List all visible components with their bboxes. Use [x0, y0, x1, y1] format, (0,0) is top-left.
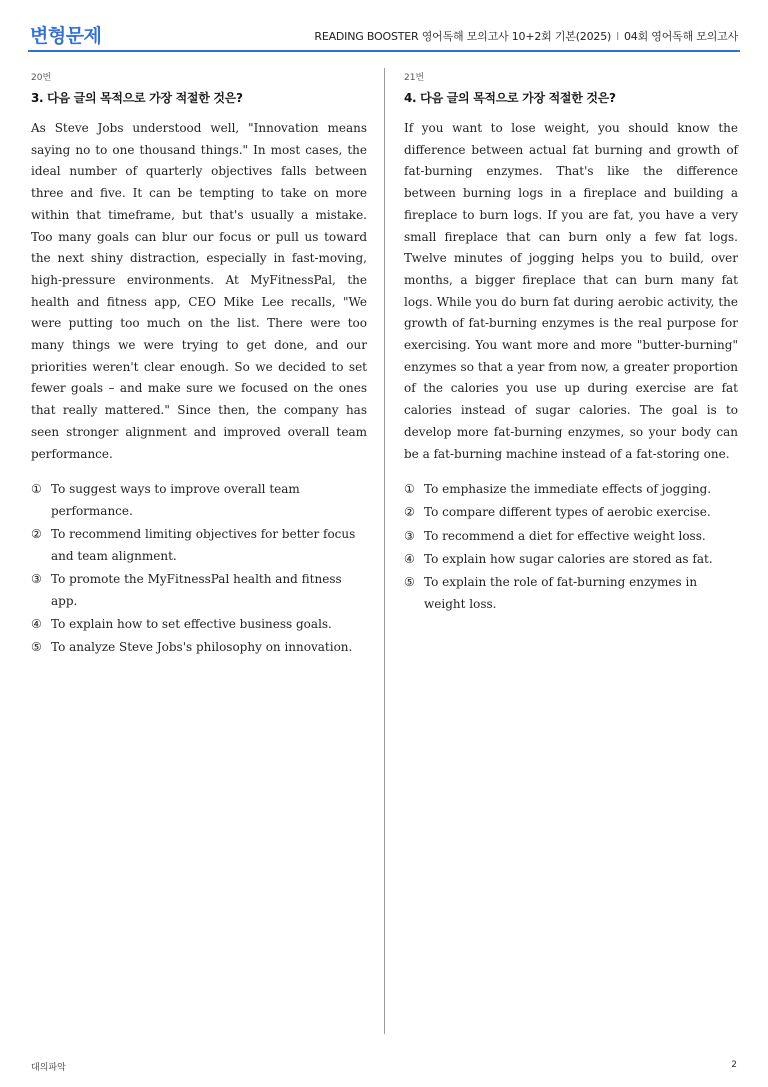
answer-option[interactable] — [31, 637, 367, 659]
question-source-number: 20번 — [31, 73, 52, 83]
answer-option[interactable] — [404, 526, 738, 548]
answer-option[interactable] — [31, 524, 367, 567]
answer-option[interactable] — [31, 479, 367, 522]
answer-option[interactable] — [31, 614, 367, 636]
answer-options — [404, 479, 738, 615]
question-passage: If you want to lose weight, you should know the difference between actual fat burning and growth of fat-burning enzymes. That's like the difference between burning logs in a fireplace and building a fireplace to burn logs. If you are fat, you have a very small fireplace that can burn only a few fat logs. Twelve minutes of jogging helps you to build, over months, a bigger fireplace that can burn many fat logs. While you do burn fat during aerobic activity, the growth of fat-burning enzymes is the real purpose for exercising. You want more and more "butter-burning" enzymes so that a year from now, a greater proportion of the calories you use up during exercise are fat calories instead of sugar calories. The goal is to develop more fat-burning enzymes, so your body can be a fat-burning machine instead of a fat-storing one. — [404, 121, 738, 461]
option-text: To recommend limiting objectives for better focus and team alignment. — [51, 527, 356, 563]
footer-category: 대의파악 — [31, 1063, 66, 1073]
brand-title: 변형문제 — [30, 25, 102, 47]
answer-option[interactable] — [404, 502, 738, 524]
option-marker: ① — [31, 482, 42, 497]
question-passage: As Steve Jobs understood well, "Innovation means saying no to one thousand things." In most cases, the ideal number of quarterly objectives falls between three and five. It can be tempting to take on more within that timeframe, but that's usually a mistake. Too many goals can blur our focus or pull us toward the next shiny distraction, especially in fast-moving, high-pressure environments. At MyFitnessPal, the health and fitness app, CEO Mike Lee recalls, "We were putting too much on the list. There were too many things we were trying to get done, and our priorities weren't clear enough. So we decided to set fewer goals – and make sure we focused on the ones that really mattered." Since then, the company has seen stronger alignment and improved overall team performance. — [31, 121, 367, 461]
question-title: 3. 다음 글의 목적으로 가장 적절한 것은? — [31, 91, 243, 105]
option-marker: ⑤ — [404, 575, 415, 590]
option-marker: ② — [31, 527, 42, 542]
option-text: To explain how sugar calories are stored as fat. — [424, 551, 713, 566]
book-title: READING BOOSTER 영어독해 모의고사 10+2회 기본(2025) — [314, 30, 612, 43]
option-text: To explain how to set effective business goals. — [51, 616, 332, 631]
option-marker: ④ — [31, 616, 42, 631]
book-info — [314, 28, 738, 44]
question-column-right — [404, 70, 738, 617]
question-title: 4. 다음 글의 목적으로 가장 적절한 것은? — [404, 91, 616, 105]
option-marker: ⑤ — [31, 640, 42, 655]
header-separator: l — [616, 30, 619, 43]
page-number: 2 — [731, 1060, 737, 1070]
question-source-number: 21번 — [404, 73, 425, 83]
test-name: 04회 영어독해 모의고사 — [623, 30, 738, 43]
answer-options — [31, 479, 367, 659]
page-header — [28, 18, 740, 52]
option-text: To recommend a diet for effective weight loss. — [424, 528, 706, 543]
option-text: To suggest ways to improve overall team performance. — [51, 482, 300, 518]
option-marker: ③ — [404, 528, 415, 543]
option-text: To explain the role of fat-burning enzymes in weight loss. — [424, 575, 698, 611]
answer-option[interactable] — [404, 479, 738, 501]
option-marker: ④ — [404, 551, 415, 566]
option-text: To compare different types of aerobic exercise. — [424, 505, 711, 520]
option-marker: ③ — [31, 572, 42, 587]
question-column-left — [31, 70, 367, 660]
option-marker: ① — [404, 482, 415, 497]
answer-option[interactable] — [404, 572, 738, 615]
option-marker: ② — [404, 505, 415, 520]
option-text: To emphasize the immediate effects of jogging. — [424, 482, 712, 497]
option-text: To promote the MyFitnessPal health and fitness app. — [51, 572, 342, 608]
answer-option[interactable] — [31, 569, 367, 612]
column-divider — [384, 68, 385, 1034]
answer-option[interactable] — [404, 549, 738, 571]
option-text: To analyze Steve Jobs's philosophy on innovation. — [51, 640, 353, 655]
